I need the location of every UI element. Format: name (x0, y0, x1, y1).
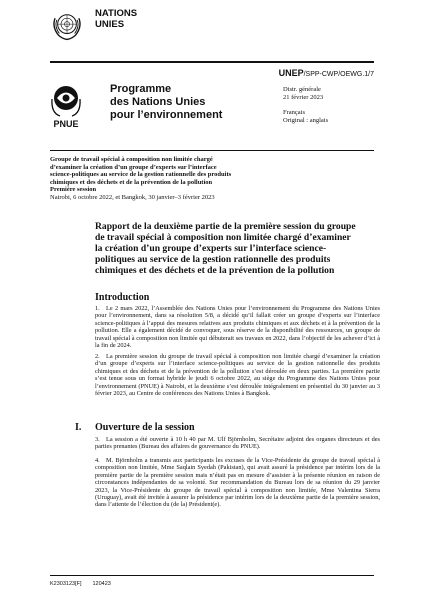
program-name: Programme des Nations Unies pour l’environnement (110, 83, 223, 121)
unep-logo-icon (48, 83, 84, 129)
introduction-heading: Introduction (95, 292, 150, 303)
paragraph-2: 2. La première session du groupe de travail spécial à composition non limitée chargé d’examiner la création d’un groupe d’experts sur l’interface science-politiques au service de la gestion rationnelle des produits chimiques et des déchets et de la prévention de la pollution s’est déroulée en deux parties. La première partie s’est tenue sous un format hybride le jeudi 6 octobre 2022, au siège du Programme des Nations Unies pour l’environnement (PNUE) à Nairobi, et la deuxième s’est déroulée intégralement en présentiel du 30 janvier au 3 février 2023, au Centre de conférences des Nations Unies à Bangkok. (95, 353, 380, 398)
paragraph-1: 1. Le 2 mars 2022, l’Assemblée des Nations Unies pour l’environnement du Programme des Nations Unies pour l’environnement, dans sa résolution 5/8, a décidé qu’il fallait créer un groupe d’experts sur l’interface science-politiques à l’appui des mesures relatives aux produits chimiques et aux déchets et à la prévention de la pollution. Elle a également décidé de convoquer, sous réserve de la disponibilité des ressources, un groupe de travail spécial à composition non limitée qui débuterait ses travaux en 2022, dans l’objectif de les achever d’ici à la fin de 2024. (95, 305, 380, 350)
language-label: Français (283, 109, 306, 116)
original-language: Original : anglais (283, 117, 329, 124)
distribution-info (283, 86, 328, 125)
distribution-label: Distr. générale (283, 86, 321, 93)
paragraph-4: 4. M. Björnholm a transmis aux participants les excuses de la Vice-Présidente du groupe de travail spécial à composition non limitée, Mme Saqlain Syedah (Pakistan), qui avait assuré la présidence par intérim lors de la première partie de la première session mais n’était pas en mesure d’assister à la présente réunion en raison de circonstances indépendantes de sa volonté. Sur recommandation du Bureau lors de sa réunion du 29 janvier 2023, la Vice-Présidente du groupe de travail spécial à composition non limitée, Mme Valentina Sierra (Uruguay), avait été invitée à assurer la présidence par intérim lors de la deuxième partie de la première session, dans l’attente de l’élection du (de la) Président(e). (95, 457, 380, 509)
document-symbol: UNEP/SPP-CWP/OEWG.1/7 (278, 68, 374, 78)
section-divider (50, 150, 374, 151)
organization-name: NATIONS UNIES (95, 8, 138, 30)
meeting-info: Groupe de travail spécial à composition non limitée chargé d’examiner la création d’un groupe d’experts sur l’interface science-politiques au service de la gestion rationnelle des produits chimiques et des déchets et de la prévention de la pollution Première session Nairobi, 6 octobre 2022, et Bangkok, 30 janvier–3 février 2023 (50, 156, 232, 201)
report-title: Rapport de la deuxième partie de la première session du groupe de travail spécial à composition non limitée chargé d’examiner la création d’un groupe d’experts sur l’interface science- politiques au service de la gestion rationnelle des produits chimiques et des déchets et de la prévention de la pollution (95, 221, 356, 276)
document-date: 21 février 2023 (283, 94, 324, 101)
paragraph-3: 3. La session a été ouverte à 10 h 40 par M. Ulf Björnholm, Secrétaire adjoint des organes directeurs et des parties prenantes (Bureau des affaires de gouvernance du PNUE). (95, 436, 380, 451)
section-number: I. (75, 422, 82, 433)
header-divider (50, 61, 374, 63)
footer-divider (50, 575, 374, 576)
document-job-number: K2303123[F] 120423 (50, 581, 111, 587)
section-heading: Ouverture de la session (95, 422, 195, 433)
un-emblem-icon (50, 8, 84, 42)
unep-logo-text: PNUE (53, 119, 79, 129)
